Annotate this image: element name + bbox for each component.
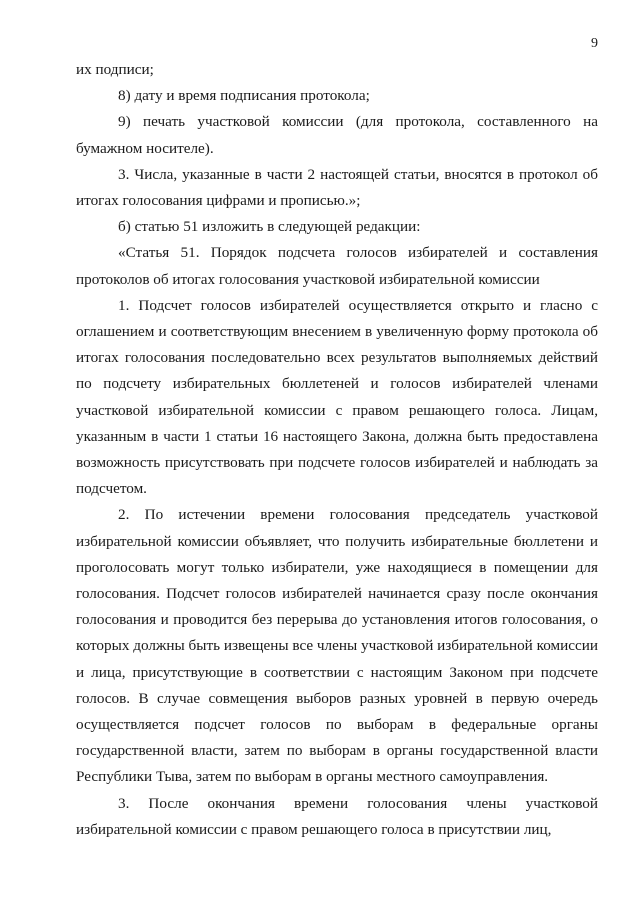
paragraph: 2. По истечении времени голосования председатель участковой избирательной комиссии объявляет, что получить избирательные бюллетени и проголосовать могут только избиратели, уже находящиеся в помещении для голосования. Подсчет голосов избирателей начинается сразу после окончания голосования и проводится без перерыва до установления итогов голосования, о которых должны быть извещены все члены участковой избирательной комиссии и лица, присутствующие в соответствии с настоящим Законом при подсчете голосов. В случае совмещения выборов разных уровней в первую очередь осуществляется подсчет голосов по выборам в федеральные органы государственной власти, затем по выборам в органы государственной власти Республики Тыва, затем по выборам в органы местного самоуправления. xyxy=(76,506,598,786)
paragraph: 8) дату и время подписания протокола; xyxy=(118,87,370,105)
paragraph: 3. Числа, указанные в части 2 настоящей статьи, вносятся в протокол об итогах голосования цифрами и прописью.»; xyxy=(76,165,598,210)
document-body xyxy=(76,57,598,843)
article-heading: «Статья 51. Порядок подсчета голосов избирателей и составления протоколов об итогах голосования участковой избирательной комиссии xyxy=(76,244,598,288)
paragraph: 9) печать участковой комиссии (для протокола, составленного на бумажном носителе). xyxy=(76,113,598,157)
paragraph: 3. После окончания времени голосования члены участковой избирательной комиссии с правом решающего голоса в присутствии лиц, xyxy=(76,794,598,838)
paragraph: 1. Подсчет голосов избирателей осуществляется открыто и гласно с оглашением и соответствующим внесением в увеличенную форму протокола об итогах голосования последовательно всех результатов выполняемых действий по подсчету избирательных бюллетеней и голосов избирателей членами участковой избирательной комиссии с правом решающего голоса. Лицам, указанным в части 1 статьи 16 настоящего Закона, должна быть предоставлена возможность присутствовать при подсчете голосов избирателей и наблюдать за подсчетом. xyxy=(76,296,598,498)
paragraph: б) статью 51 изложить в следующей редакции: xyxy=(118,218,421,236)
page-number: 9 xyxy=(591,36,598,51)
paragraph: их подписи; xyxy=(76,61,154,78)
